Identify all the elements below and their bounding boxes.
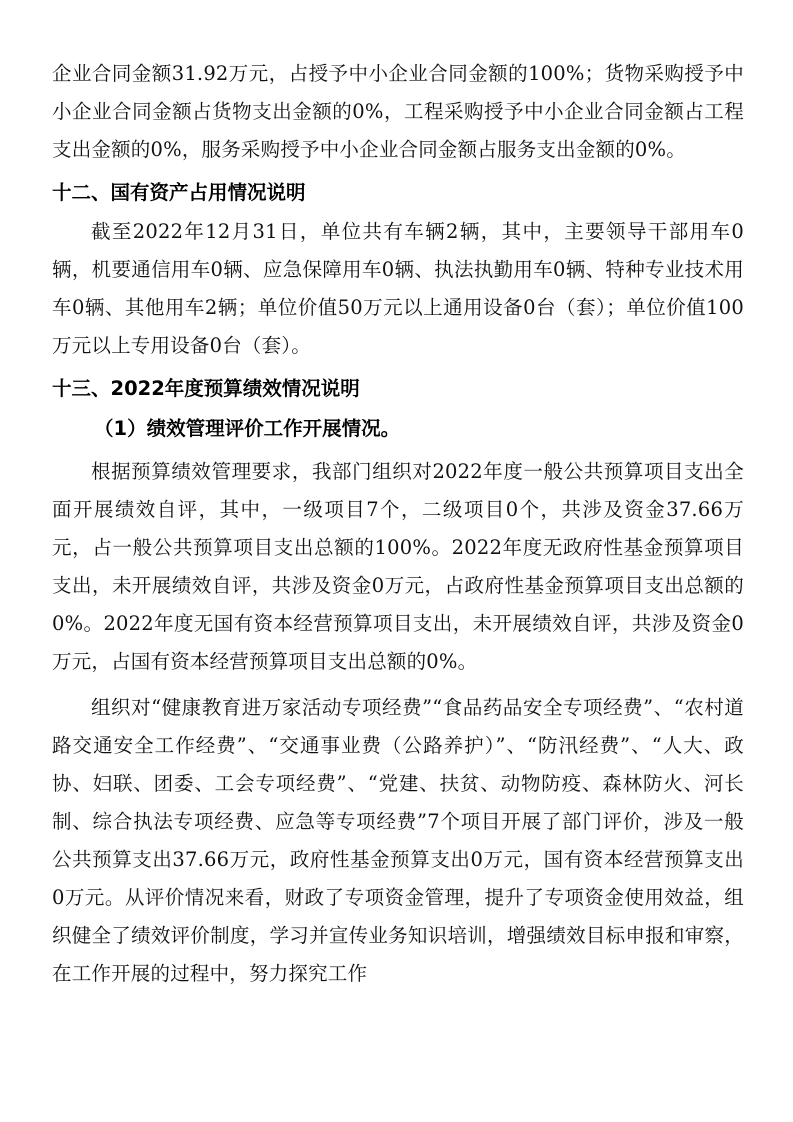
document-page [52,55,744,993]
paragraph-procurement-continued: 企业合同金额31.92万元，占授予中小企业合同金额的100%；货物采购授予中小企业合同金额占货物支出金额的0%，工程采购授予中小企业合同金额占工程支出金额的0%，服务采购授予中小企业合同金额占服务支出金额的0%。 [52,62,744,161]
section-heading-13: 十三、2022年度预算绩效情况说明 [52,377,360,400]
paragraph-asset-usage: 截至2022年12月31日，单位共有车辆2辆，其中，主要领导干部用车0辆，机要通信用车0辆、应急保障用车0辆、执法执勤用车0辆、特种专业技术用车0辆、其他用车2辆；单位价值50万元以上通用设备0台（套）；单位价值100万元以上专用设备0台（套）。 [52,220,744,357]
subsection-heading-1: （1）绩效管理评价工作开展情况。 [94,417,401,440]
section-heading-12: 十二、国有资产占用情况说明 [52,181,306,204]
paragraph-performance-self-evaluation: 根据预算绩效管理要求，我部门组织对2022年度一般公共预算项目支出全面开展绩效自评，其中，一级项目7个，二级项目0个，共涉及资金37.66万元，占一般公共预算项目支出总额的100%。2022年度无政府性基金预算项目支出，未开展绩效自评，共涉及资金0万元，占政府性基金预算项目支出总额的0%。2022年度无国有资本经营预算项目支出，未开展绩效自评，共涉及资金0万元，占国有资本经营预算项目支出总额的0%。 [52,460,744,673]
paragraph-department-evaluation: 组织对“健康教育进万家活动专项经费”“食品药品安全专项经费”、“农村道路交通安全工作经费”、“交通事业费（公路养护）”、“防汛经费”、“人大、政协、妇联、团委、工会专项经费”、“党建、扶贫、动物防疫、森林防火、河长制、综合执法专项经费、应急等专项经费”7个项目开展了部门评价，涉及一般公共预算支出37.66万元，政府性基金预算支出0万元，国有资本经营预算支出0万元。从评价情况来看，财政了专项资金管理，提升了专项资金使用效益，组织健全了绩效评价制度，学习并宣传业务知识培训，增强绩效目标申报和审察，在工作开展的过程中，努力探究工作 [52,696,744,985]
